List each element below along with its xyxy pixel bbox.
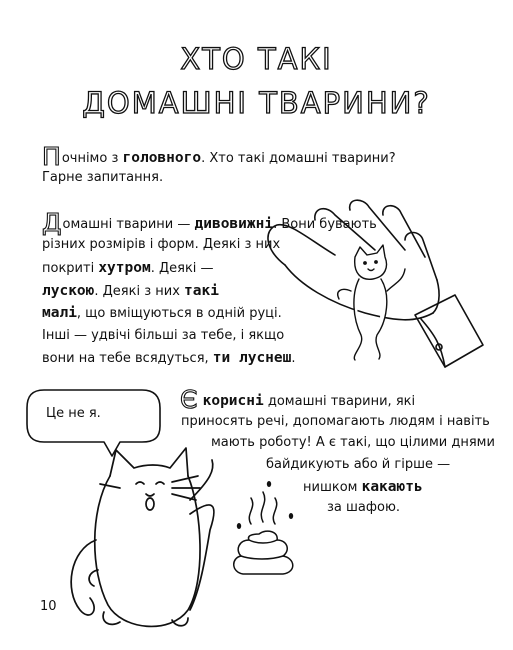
emphasis-text: лускою bbox=[42, 283, 95, 299]
page-title-line-1: ХТО ТАКІ bbox=[180, 42, 333, 76]
para3-line-6: за шафою. bbox=[327, 500, 401, 515]
para3-line-4: байдикують або й гірше — bbox=[266, 457, 451, 472]
page-number: 10 bbox=[40, 599, 57, 614]
emphasis-text: малі bbox=[42, 305, 77, 321]
emphasis-text: такі bbox=[184, 283, 219, 299]
para3-line-2: приносять речі, допомагають людям і навіть bbox=[181, 414, 490, 429]
para3-line-3: мають роботу! А є такі, що цілими днями bbox=[211, 435, 495, 450]
speech-bubble-text: Це не я. bbox=[46, 406, 101, 421]
para3-line-1: Є корисні домашні тварини, які bbox=[180, 385, 416, 414]
emphasis-text: какають bbox=[361, 479, 423, 495]
para1-line-1: Почнімо з головного. Хто такі домашні тварини? bbox=[42, 142, 396, 171]
emphasis-text: хутром bbox=[98, 260, 151, 276]
hand-with-cat-illustration bbox=[255, 195, 485, 385]
para2-line-1: Домашні тварини — дивовижні. Вони бувають bbox=[42, 208, 377, 237]
para1-line-2: Гарне запитання. bbox=[42, 170, 164, 185]
emphasis-text: дивовижні bbox=[194, 216, 274, 232]
para2-line-3: покриті хутром. Деякі — bbox=[42, 260, 214, 276]
emphasis-text: головного bbox=[122, 150, 202, 166]
cat-illustration bbox=[60, 440, 225, 640]
dropcap: П bbox=[42, 142, 61, 171]
dropcap: Д bbox=[42, 208, 62, 237]
para2-line-4: лускою. Деякі з них такі bbox=[42, 283, 219, 299]
dropcap: Є bbox=[180, 385, 198, 414]
emphasis-text: корисні bbox=[202, 393, 264, 409]
emphasis-text: ти луснеш bbox=[212, 350, 292, 366]
para2-line-6: Інші — удвічі більші за тебе, і якщо bbox=[42, 328, 285, 343]
para2-line-5: малі, що вміщуються в одній руці. bbox=[42, 305, 282, 321]
para2-line-7: вони на тебе всядуться, ти луснеш. bbox=[42, 350, 296, 366]
para2-line-2: різних розмірів і форм. Деякі з них bbox=[42, 237, 281, 252]
page-title-line-2: ДОМАШНІ ТВАРИНИ? bbox=[82, 86, 431, 120]
para3-line-5: нишком какають bbox=[303, 479, 423, 495]
poop-with-flies-illustration bbox=[225, 478, 310, 593]
